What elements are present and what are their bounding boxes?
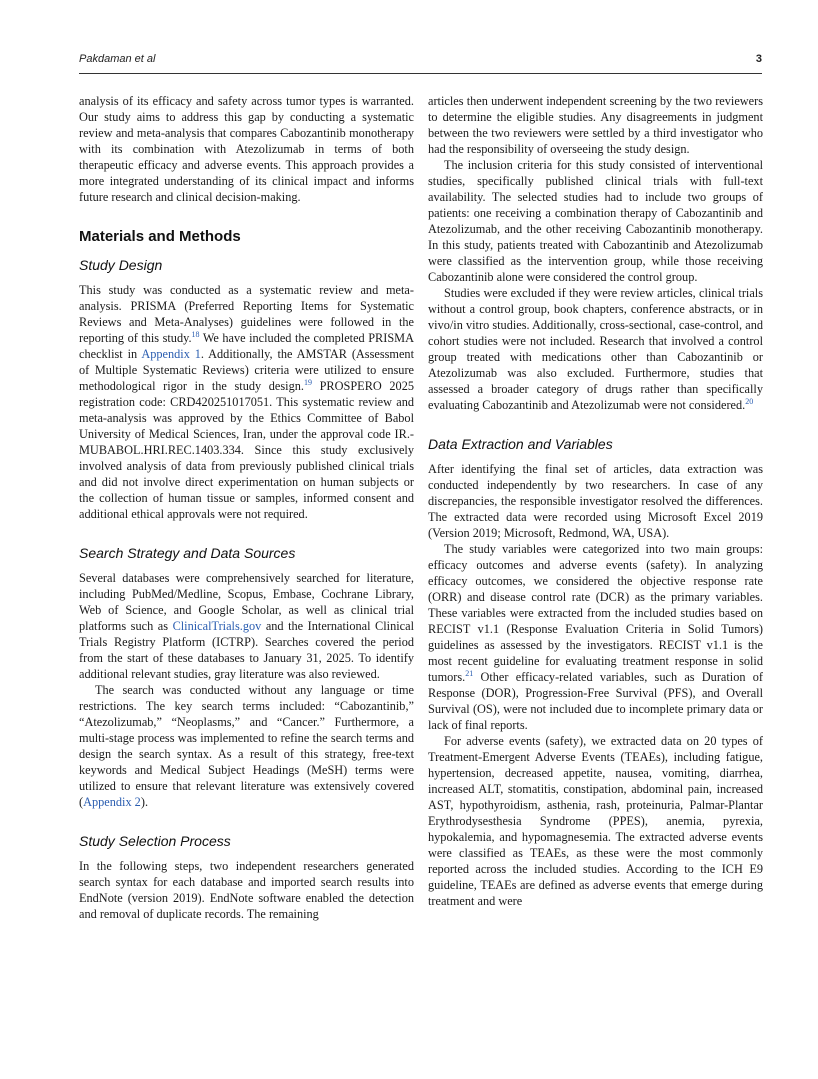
clinicaltrials-link[interactable]: ClinicalTrials.gov [172,619,262,633]
intro-paragraph: analysis of its efficacy and safety across tumor types is warranted. Our study aims to address this gap by conducting a systematic review and meta-analysis that compares Cabozantinib monotherapy with its combination with Atezolizumab in terms of both therapeutic efficacy and adverse events. This approach provides a more integrated understanding of its clinical impact and informs future research and clinical decision-making. [79,94,414,204]
text-run: PROSPERO 2025 registration code: CRD420251017051. This systematic review and meta-analysis was approved by the Ethics Committee of Babol University of Medical Sciences, Iran, under the approval code IR.-MUBABOL.HRI.REC.1403.334. Since this study exclusively involved analysis of data from previously published clinical trials and did not involve direct experimentation on human subjects or the collection of human tissue or samples, informed consent and additional ethical approvals were not required. [79,379,414,521]
search-paragraph-1 [79,570,414,682]
text-run: We have included the completed PRISMA checklist in [79,331,415,361]
text-run: Studies were excluded if they were review articles, clinical trials without a control group, book chapters, conference abstracts, or in vivo/in vitro studies. Additionally, cross-sectional, case-control, and cohort studies were not included. Research that involved a control group treated with medications other than Cabozantinib or Atezolizumab was also excluded. Furthermore, studies that assessed a broader category of drugs rather than specifically evaluating Cabozantinib and Atezolizumab were not considered. [428,286,763,412]
subheading-data-extraction: Data Extraction and Variables [428,436,613,452]
search-paragraph-2 [79,682,414,810]
citation[interactable]: 19 [303,377,312,387]
text-run: Several databases were comprehensively searched for literature, including PubMed/Medline, Scopus, Embase, Cochrane Library, Web of Science, and Google Scholar, as well as clinical trial platforms such as [79,571,414,633]
text-run: The study variables were categorized into two main groups: efficacy outcomes and adverse events (safety). In analyzing efficacy outcomes, we considered the objective response rate (ORR) and disease control rate (DCR) as the primary variables. These variables were extracted from the included studies based on RECIST v1.1 (Response Evaluation Criteria in Solid Tumors) guidelines as assessed by the investigators. RECIST v1.1 is the most recent guideline for evaluating treatment response in solid tumors. [428,542,763,684]
extraction-paragraph-1: After identifying the final set of articles, data extraction was conducted independently by two researchers. In case of any discrepancies, the responsible investigator resolved the differences. The extracted data were recorded using Microsoft Excel 2019 (Version 2019; Microsoft, Redmond, WA, USA). [428,462,763,540]
study-design-paragraph [79,282,414,522]
text-run: . Additionally, the AMSTAR (Assessment of Multiple Systematic Reviews) criteria were utilized to ensure methodological rigor in the study design. [79,347,414,393]
right-column [428,93,763,909]
appendix-1-link[interactable]: Appendix 1 [141,347,201,361]
text-run: ). [140,795,149,809]
text-run: The search was conducted without any language or time restrictions. The key search terms included: “Cabozantinib,” “Atezolizumab,” “Neoplasms,” and “Cancer.” Furthermore, a multi-stage process was implemented to refine the search terms and design the search syntax. As a result of this strategy, free-text keywords and Medical Subject Headings (MeSH) terms were utilized to ensure that relevant literature was extensively covered ( [79,683,414,809]
running-title: Pakdaman et al [79,53,156,65]
inclusion-paragraph: The inclusion criteria for this study consisted of interventional studies, specifically published clinical trials with full-text availability. The selected studies had to include two groups of patients: one receiving a combination therapy of Cabozantinib and Atezolizumab, and the other receiving Cabozantinib monotherapy. In this study, patients treated with Cabozantinib and Atezolizumab were classified as the intervention group, while those receiving Cabozantinib alone were considered the control group. [428,158,763,284]
left-column [79,93,414,922]
citation[interactable]: 21 [465,668,474,678]
selection-continued-paragraph: articles then underwent independent screening by the two reviewers to determine the eligible studies. Any disagreements in judgment between the two reviewers were settled by a third investigator who had the responsibility of overseeing the study design. [428,94,763,156]
text-run: and the International Clinical Trials Registry Platform (ICTRP). Searches covered the period from the start of these databases to January 31, 2025. To identify additional relevant studies, gray literature was also reviewed. [79,619,414,681]
subheading-search-strategy: Search Strategy and Data Sources [79,545,296,561]
citation[interactable]: 18 [191,329,200,339]
exclusion-paragraph [428,285,763,413]
extraction-paragraph-2 [428,541,763,733]
section-heading-materials-methods: Materials and Methods [79,228,241,245]
running-head [79,53,762,65]
citation[interactable]: 20 [745,396,754,406]
text-run: Other efficacy-related variables, such as Duration of Response (DOR), Progression-Free Survival (PFS), and Overall Survival (OS), were not included due to incomplete primary data or lack of final reports. [428,670,763,732]
page-number: 3 [755,53,762,65]
selection-paragraph: In the following steps, two independent researchers generated search syntax for each database and imported search results into EndNote (version 2019). EndNote software enabled the detection and removal of duplicate records. The remaining [79,859,414,921]
subheading-study-selection: Study Selection Process [79,833,231,849]
extraction-paragraph-3: For adverse events (safety), we extracted data on 20 types of Treatment-Emergent Adverse Events (TEAEs), including fatigue, hypertension, decreased appetite, nausea, vomiting, diarrhea, increased ALT, stomatitis, constipation, abdominal pain, increased AST, hypothyroidism, asthenia, rash, proteinuria, Palmar-Plantar Erythrodysesthesia Syndrome (PPES), anemia, pyrexia, hypokalemia, and hypomagnesemia. The extracted adverse events were classified as TEAEs, as these were the most commonly reported across the included studies. According to the ICH E9 guideline, TEAEs are defined as adverse events that emerge during treatment and were [428,734,763,908]
header-rule [79,73,762,74]
text-run: This study was conducted as a systematic review and meta-analysis. PRISMA (Preferred Reporting Items for Systematic Reviews and Meta-Analyses) guidelines were followed in the reporting of this study. [79,283,414,345]
subheading-study-design: Study Design [79,257,163,273]
appendix-2-link[interactable]: Appendix 2 [83,795,141,809]
